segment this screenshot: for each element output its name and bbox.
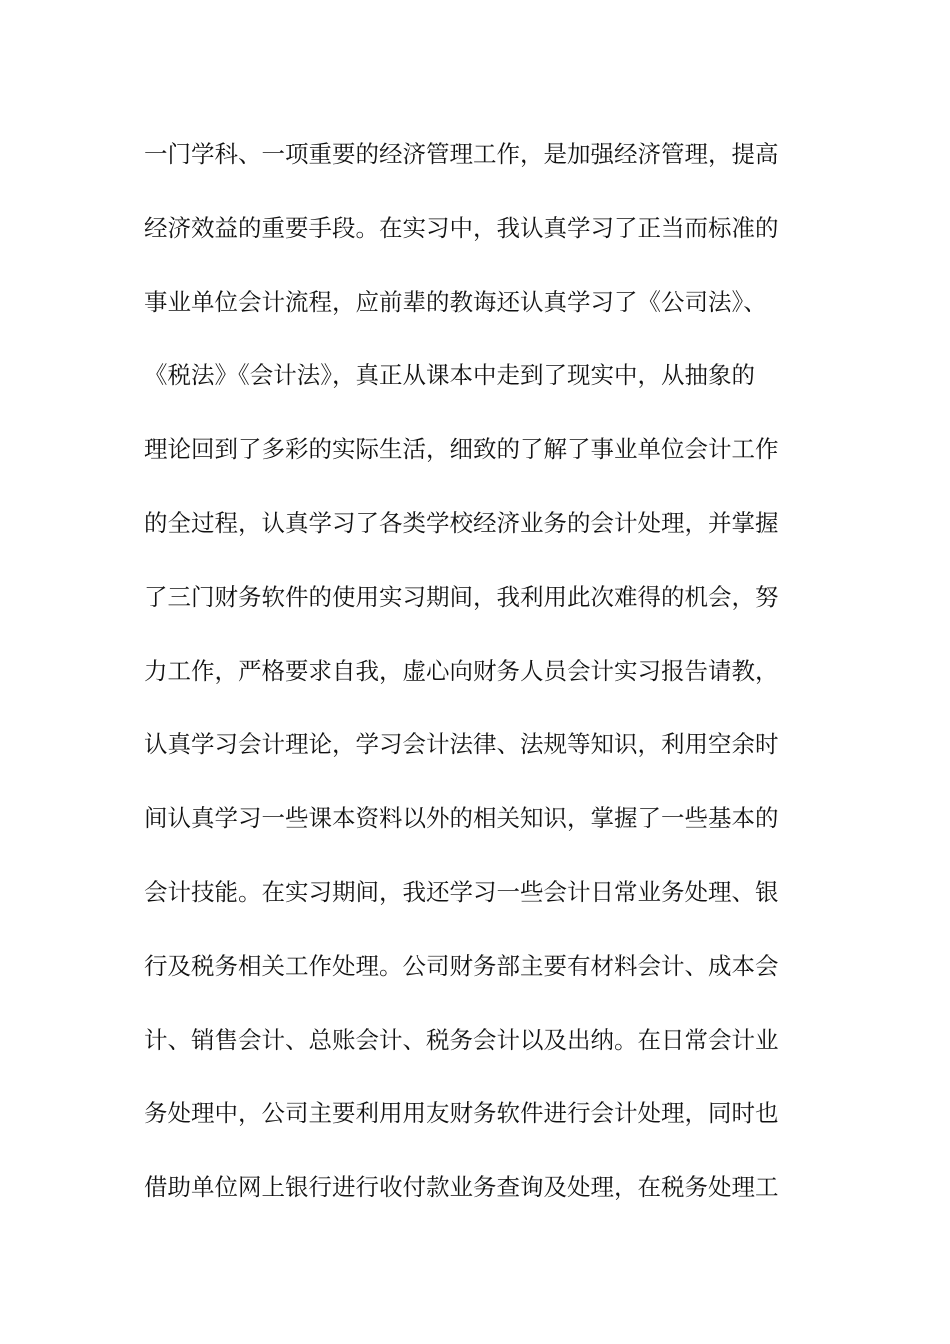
text-line: 认真学习会计理论，学习会计法律、法规等知识，利用空余时 (144, 730, 779, 759)
text-line: 会计技能。在实习期间，我还学习一些会计日常业务处理、银 (144, 877, 779, 906)
body-text (144, 130, 808, 1237)
text-line: 计、销售会计、总账会计、税务会计以及出纳。在日常会计业 (144, 1025, 779, 1054)
text-line: 行及税务相关工作处理。公司财务部主要有材料会计、成本会 (144, 951, 779, 980)
text-line: 了三门财务软件的使用实习期间，我利用此次难得的机会，努 (144, 582, 779, 611)
text-line: 一门学科、一项重要的经济管理工作，是加强经济管理，提高 (144, 140, 779, 168)
text-line: 事业单位会计流程，应前辈的教诲还认真学习了《公司法》、 (144, 287, 767, 316)
text-line: 经济效益的重要手段。在实习中，我认真学习了正当而标准的 (144, 213, 779, 242)
text-line: 借助单位网上银行进行收付款业务查询及处理，在税务处理工 (144, 1173, 779, 1202)
text-line: 理论回到了多彩的实际生活，细致的了解了事业单位会计工作 (144, 435, 779, 464)
text-line: 《税法》《会计法》，真正从课本中走到了现实中，从抽象的 (144, 361, 755, 390)
text-line: 力工作，严格要求自我，虚心向财务人员会计实习报告请教， (144, 656, 779, 685)
text-line: 务处理中，公司主要利用用友财务软件进行会计处理，同时也 (144, 1099, 779, 1128)
text-line: 间认真学习一些课本资料以外的相关知识，掌握了一些基本的 (144, 804, 779, 833)
text-line: 的全过程，认真学习了各类学校经济业务的会计处理，并掌握 (144, 508, 779, 537)
